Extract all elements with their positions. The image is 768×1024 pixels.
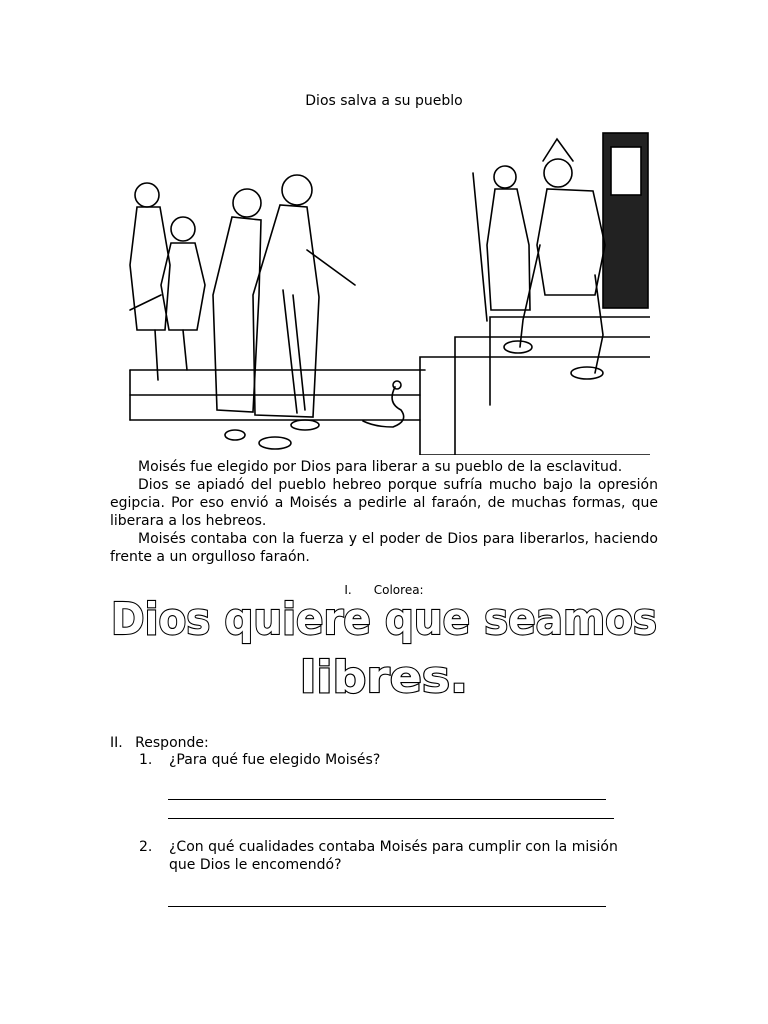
- section-label: Colorea:: [373, 583, 424, 597]
- answer-line[interactable]: [168, 906, 606, 907]
- page-title: Dios salva a su pueblo: [305, 93, 463, 109]
- answer-line[interactable]: [168, 799, 606, 800]
- section-label: Responde:: [135, 735, 209, 751]
- section-number: II.: [110, 735, 123, 751]
- question-text: ¿Con qué cualidades contaba Moisés para cumplir con la misión que Dios le encomendó?: [169, 839, 618, 873]
- answer-line[interactable]: [168, 818, 614, 819]
- paragraph: Moisés fue elegido por Dios para liberar a su pueblo de la esclavitud.: [138, 459, 623, 475]
- coloring-line-2: libres.: [300, 652, 468, 702]
- section-number: I.: [344, 583, 352, 597]
- paragraph: Moisés contaba con la fuerza y el poder de Dios para liberarlos, haciendo frente a un orgulloso faraón.: [110, 531, 658, 565]
- question-number: 1.: [139, 752, 153, 768]
- coloring-bubble-text: [100, 592, 668, 702]
- paragraph: Dios se apiadó del pueblo hebreo porque sufría mucho bajo la opresión egipcia. Por eso envió a Moisés a pedirle al faraón, de muchas formas, que liberara a los hebreos.: [110, 477, 658, 529]
- coloring-line-1: Dios quiere que seamos: [111, 594, 657, 645]
- question-text: ¿Para qué fue elegido Moisés?: [169, 752, 381, 768]
- section-responde-heading: [110, 734, 209, 752]
- question-number: 2.: [139, 839, 153, 855]
- story-text: [110, 458, 658, 566]
- moses-pharaoh-illustration: [125, 125, 650, 455]
